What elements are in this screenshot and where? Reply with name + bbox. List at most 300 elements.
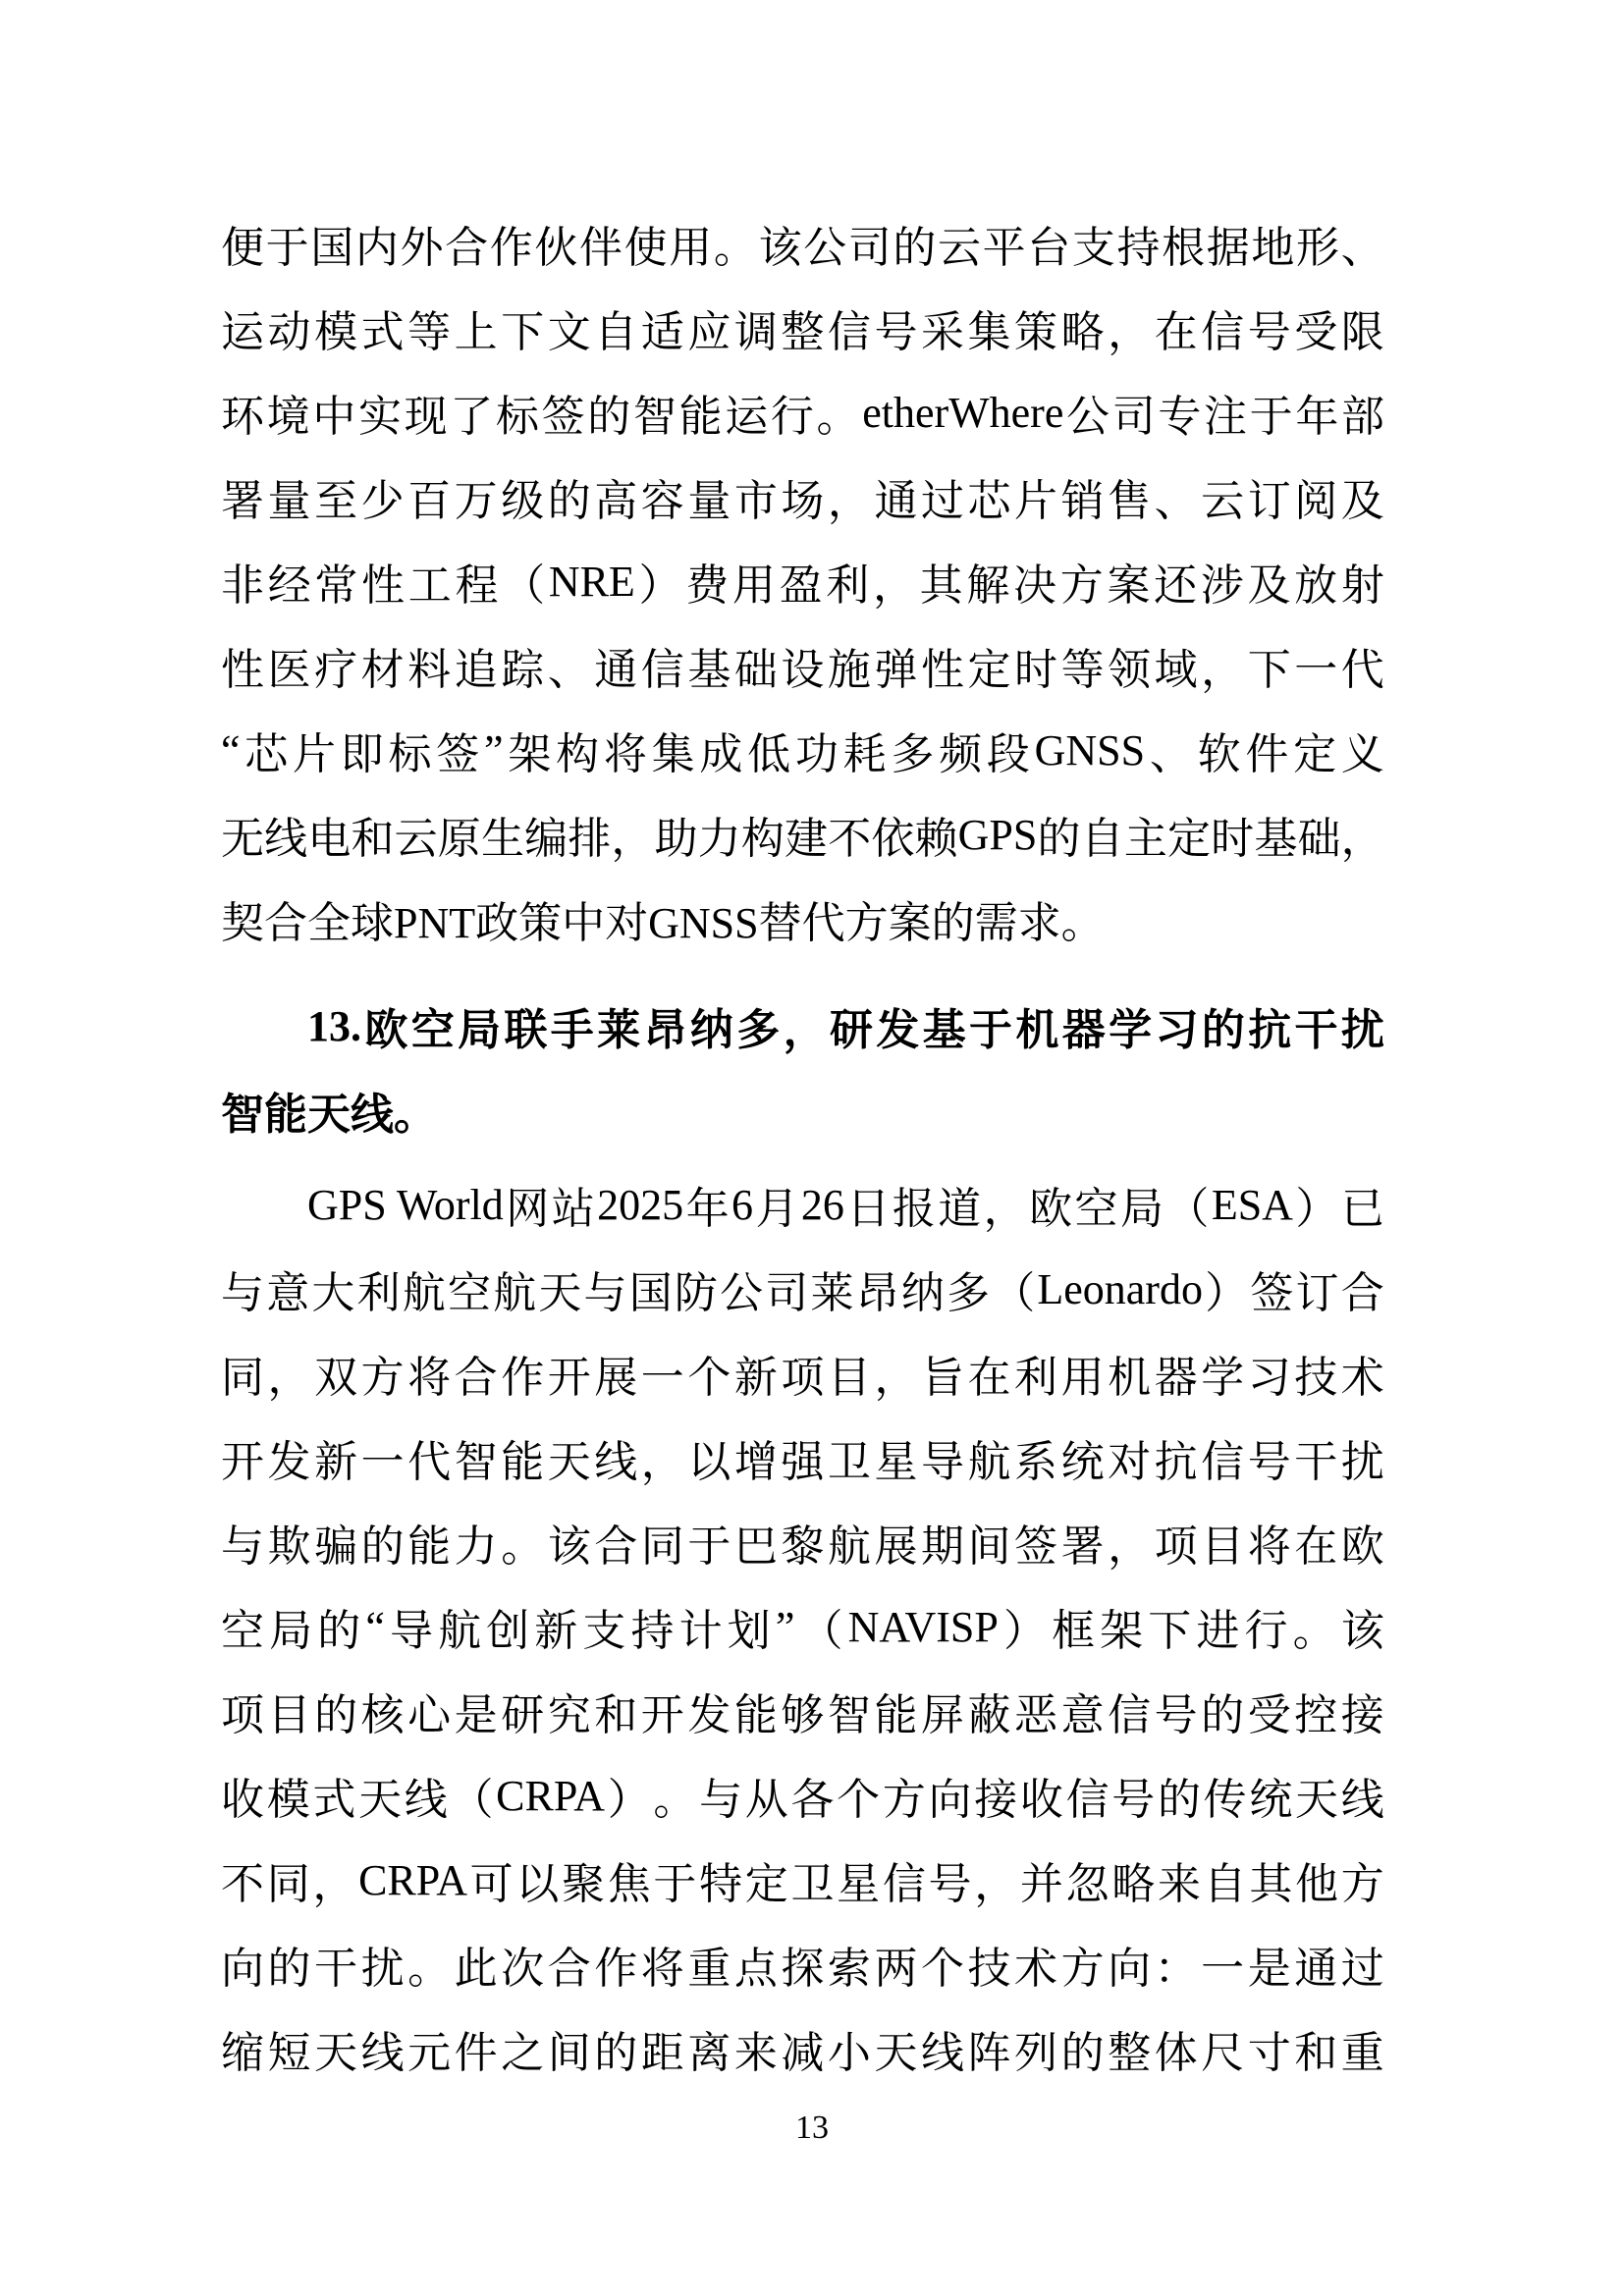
text-token: 将 [603, 730, 647, 778]
text-token: 抗 [1154, 1438, 1198, 1486]
text-token: 通 [874, 477, 918, 525]
text-token: 能 [733, 1691, 778, 1739]
text-token: 天 [874, 2029, 918, 2077]
text-token: 与 [221, 1522, 264, 1571]
text-token: 新 [314, 1438, 358, 1486]
text-token: 站 [551, 1185, 595, 1233]
text-token: 接 [1340, 1691, 1384, 1739]
text-token: 信 [1201, 1438, 1245, 1486]
text-line [221, 2006, 1384, 2091]
text-token: ， [1201, 646, 1245, 694]
text-token: 即 [340, 730, 384, 778]
text-line: 智能天线。 [221, 1091, 437, 1139]
text-token: 开 [640, 1691, 684, 1739]
text-token: 材 [360, 646, 405, 694]
text-token: 航 [493, 1269, 537, 1317]
text-token: 同 [640, 1522, 684, 1571]
text-token: 进 [1196, 1607, 1240, 1655]
text-token: 少 [360, 477, 405, 525]
text-token: 案 [1107, 561, 1151, 610]
text-token: “ [365, 1602, 385, 1651]
text-token: 信 [1201, 308, 1245, 356]
text-token: 扰 [1340, 1006, 1384, 1054]
text-token: 软 [1197, 730, 1241, 778]
text-token: 应 [687, 308, 731, 356]
text-token: 国 [310, 224, 354, 272]
text-token: 两 [874, 1945, 918, 1993]
text-token: 方 [1340, 1860, 1384, 1908]
text-token: 代 [1340, 646, 1384, 694]
text-line [221, 984, 1384, 1068]
text-line [221, 1247, 1384, 1331]
text-token: 一 [640, 1354, 684, 1402]
text-token: 根 [1162, 224, 1206, 272]
text-token: 干 [1294, 1006, 1338, 1054]
text-token: 减 [781, 2029, 825, 2077]
text-token: （ [450, 1776, 494, 1824]
text-token: 。 [713, 224, 757, 272]
text-line [221, 454, 1384, 539]
text-token: 决 [1013, 561, 1056, 610]
text-token: 缩 [221, 2029, 264, 2077]
text-token: 发 [687, 1691, 731, 1739]
text-token: 基 [922, 1006, 966, 1054]
text-token: 经 [267, 561, 311, 610]
text-line [221, 1162, 1384, 1247]
text-token: 助 [654, 815, 698, 863]
text-token: 目 [827, 1354, 871, 1402]
text-token: 签 [1250, 1269, 1294, 1317]
text-token: 旨 [920, 1354, 964, 1402]
text-token: 卫 [827, 1438, 871, 1486]
text-token: ） [607, 1776, 651, 1824]
text-token: 次 [501, 1945, 545, 1993]
text-token: 容 [640, 477, 684, 525]
text-token: 信 [827, 308, 871, 356]
text-token: 此 [454, 1945, 498, 1993]
text-token: 式 [312, 1776, 356, 1824]
text-token: 注 [1204, 393, 1247, 441]
text-token: 莱 [597, 1006, 641, 1054]
text-token: CRPA [496, 1771, 606, 1820]
text-token: ） [1205, 1269, 1249, 1317]
text-token: 力 [697, 815, 741, 863]
text-token: 性 [920, 646, 964, 694]
text-token: 、 [547, 646, 591, 694]
text-token: ， [267, 1354, 311, 1402]
text-token: 和 [1294, 2029, 1338, 2077]
text-token: 并 [1019, 1860, 1063, 1908]
text-token: 统 [1249, 1776, 1293, 1824]
text-token: 骗 [314, 1522, 358, 1571]
text-token: 时 [1211, 815, 1255, 863]
text-token: 划 [727, 1607, 771, 1655]
text-token: 昂 [855, 1269, 899, 1317]
text-token: 核 [360, 1691, 405, 1739]
text-token: 常 [314, 561, 358, 610]
text-token: 销 [1060, 477, 1105, 525]
text-token: 不 [221, 1860, 264, 1908]
text-token: 性 [221, 646, 264, 694]
text-token: ， [783, 1006, 827, 1054]
text-token: 支 [1071, 224, 1115, 272]
text-line [221, 1669, 1384, 1753]
text-token: 的 [1060, 2029, 1105, 2077]
text-token: 依 [871, 815, 915, 863]
text-token: 同 [266, 1860, 310, 1908]
text-token: 低 [747, 730, 791, 778]
text-token: （ [992, 1269, 1036, 1317]
text-token: 性 [361, 561, 406, 610]
text-line [221, 623, 1384, 708]
text-token: 方 [1059, 561, 1104, 610]
text-token: 各 [790, 1776, 835, 1824]
text-token: ） [638, 561, 682, 610]
text-token: 署 [221, 477, 264, 525]
text-token: 文 [547, 308, 591, 356]
text-line [221, 1838, 1384, 1922]
text-token: 。 [407, 1945, 452, 1993]
text-token: 短 [267, 2029, 311, 2077]
text-token: 干 [1294, 1438, 1338, 1486]
text-token: 与 [221, 1269, 264, 1317]
text-token: 号 [1154, 1691, 1198, 1739]
text-token: ， [983, 1185, 1027, 1233]
text-token: 司 [765, 1269, 809, 1317]
text-token: 探 [781, 1945, 825, 1993]
text-token: 作 [501, 1354, 545, 1402]
text-token: 个 [920, 1945, 964, 1993]
text-token: 习 [1155, 1006, 1199, 1054]
text-token: 基 [1254, 815, 1298, 863]
text-token: 费 [685, 561, 730, 610]
text-token: 级 [501, 477, 545, 525]
text-token: 术 [1340, 1354, 1384, 1402]
text-token: 体 [1154, 2029, 1198, 2077]
text-token: 耗 [842, 730, 887, 778]
text-token: 量 [687, 477, 731, 525]
text-token: 签 [1014, 1522, 1058, 1571]
text-token: ， [874, 1354, 918, 1402]
text-token: 的 [893, 224, 937, 272]
text-token: 星 [874, 1438, 918, 1486]
text-token: 将 [407, 1354, 452, 1402]
text-token: 模 [314, 308, 358, 356]
text-token: 时 [1014, 646, 1058, 694]
text-token: 利 [1014, 1354, 1058, 1402]
text-token: CRPA [358, 1855, 467, 1904]
text-token: 局 [458, 1006, 502, 1054]
text-token: 传 [1203, 1776, 1247, 1824]
text-token: 在 [967, 1354, 1011, 1402]
text-token: 署 [1060, 1522, 1105, 1571]
body-paragraph [221, 201, 1384, 961]
text-token: 卫 [790, 1860, 835, 1908]
text-token: 段 [986, 730, 1030, 778]
text-token: 重 [687, 1945, 731, 1993]
text-token: 欧 [1340, 1522, 1384, 1571]
text-token: 支 [582, 1607, 626, 1655]
text-token: 平 [982, 224, 1026, 272]
text-token: 离 [687, 2029, 731, 2077]
text-token: ， [1108, 1522, 1152, 1571]
text-token: 号 [928, 1860, 972, 1908]
text-token: 模 [266, 1776, 310, 1824]
text-token: 电 [307, 815, 352, 863]
text-token: 发 [876, 1006, 920, 1054]
text-token: 于 [1249, 393, 1293, 441]
text-token: 过 [1340, 1945, 1384, 1993]
text-token: 签 [436, 730, 480, 778]
text-token: 下 [501, 308, 545, 356]
text-token: 机 [1015, 1006, 1059, 1054]
text-token: 下 [1247, 646, 1291, 694]
text-token: 局 [269, 1607, 313, 1655]
text-token: 纳 [900, 1269, 945, 1317]
text-token: 伴 [579, 224, 623, 272]
text-token: 航 [827, 1522, 871, 1571]
text-token: 于 [653, 1860, 697, 1908]
text-token: 芯 [244, 730, 289, 778]
text-token: 利 [356, 1269, 401, 1317]
text-token: 系 [1014, 1438, 1058, 1486]
text-token: 目 [267, 1691, 311, 1739]
text-token: 个 [687, 1354, 731, 1402]
text-token: 信 [1065, 1776, 1110, 1824]
text-token: 频 [939, 730, 983, 778]
text-token: 双 [314, 1354, 358, 1402]
text-token: 能 [874, 1691, 918, 1739]
text-token: 纳 [689, 1006, 733, 1054]
text-token: 向 [221, 1945, 264, 1993]
text-token: 强 [781, 1438, 825, 1486]
text-token: 号 [1247, 1438, 1291, 1486]
text-token: 够 [781, 1691, 825, 1739]
text-line [221, 539, 1384, 623]
text-token: ， [312, 1860, 356, 1908]
text-token: 元 [407, 2029, 452, 2077]
text-token: 目 [1201, 1522, 1245, 1571]
text-line [221, 1331, 1384, 1415]
text-token: 云 [394, 815, 438, 863]
text-token: 线 [264, 815, 308, 863]
text-token: 工 [407, 561, 452, 610]
text-token: 司 [1111, 393, 1156, 441]
text-token: 策 [1014, 308, 1058, 356]
text-token: 及 [1247, 561, 1291, 610]
text-token: 受 [1294, 308, 1338, 356]
text-token: 作 [594, 1945, 638, 1993]
text-token: 上 [454, 308, 498, 356]
text-token: 的 [267, 1945, 311, 1993]
text-token: 心 [407, 1691, 452, 1739]
text-line: 契合全球PNT政策中对GNSS替代方案的需求。 [221, 899, 1105, 947]
text-token: 多 [891, 730, 935, 778]
text-token: 调 [733, 308, 778, 356]
text-token: 了 [450, 393, 494, 441]
text-token: 踪 [501, 646, 545, 694]
text-token: 来 [1157, 1860, 1201, 1908]
text-token: 方 [1060, 1945, 1105, 1993]
text-token: （ [1165, 1185, 1210, 1233]
text-token: 行 [770, 393, 814, 441]
text-token: 2025 [597, 1180, 684, 1229]
text-token: ESA [1211, 1180, 1293, 1229]
text-token: 的 [1157, 1776, 1201, 1824]
text-token: 该 [1340, 1607, 1384, 1655]
text-token: 空 [221, 1607, 264, 1655]
text-token: 片 [293, 730, 337, 778]
text-token: ， [974, 1860, 1018, 1908]
text-token: 创 [486, 1607, 530, 1655]
text-line [221, 708, 1384, 792]
text-token: （ [502, 561, 546, 610]
text-token: 恶 [1014, 1691, 1058, 1739]
text-token: 成 [699, 730, 743, 778]
text-token: ” [484, 725, 504, 774]
text-token: 施 [827, 646, 871, 694]
text-token: 月 [755, 1185, 799, 1233]
text-token: 领 [1108, 646, 1152, 694]
text-token: 内 [354, 224, 399, 272]
text-token: 基 [687, 646, 731, 694]
text-token: ： [1154, 1945, 1198, 1993]
text-token: 距 [640, 2029, 684, 2077]
text-token: 等 [1060, 646, 1105, 694]
text-token: 来 [733, 2029, 778, 2077]
text-token: 专 [1158, 393, 1202, 441]
text-token: 号 [1111, 1776, 1156, 1824]
text-token: 将 [1247, 1522, 1291, 1571]
text-token: 防 [674, 1269, 718, 1317]
text-token: 原 [437, 815, 481, 863]
text-token: 订 [1295, 1269, 1339, 1317]
text-token: 境 [266, 393, 310, 441]
text-token: ， [1108, 308, 1152, 356]
text-token: 间 [967, 1522, 1011, 1571]
text-token: 其 [1249, 1860, 1293, 1908]
text-token: 的 [587, 393, 631, 441]
text-token: 合 [547, 1945, 591, 1993]
text-token: 至 [314, 477, 358, 525]
text-token: 统 [1060, 1438, 1105, 1486]
text-token: 建 [785, 815, 829, 863]
text-token: NAVISP [847, 1602, 999, 1651]
text-token: 部 [1340, 393, 1384, 441]
text-token: 作 [489, 224, 533, 272]
text-token: 。 [501, 1522, 545, 1571]
text-token: ） [1295, 1185, 1339, 1233]
body-paragraph [221, 1162, 1384, 2091]
text-token: 一 [360, 1438, 405, 1486]
text-token: 的 [1201, 1006, 1245, 1054]
text-token: 于 [687, 1522, 731, 1571]
text-token: 础 [733, 646, 778, 694]
text-token: 之 [501, 2029, 545, 2077]
text-token: 盈 [779, 561, 823, 610]
text-token: 是 [1247, 1945, 1291, 1993]
text-token: 线 [920, 2029, 964, 2077]
text-token: 订 [1247, 477, 1291, 525]
text-token: 略 [1111, 1860, 1156, 1908]
text-token: 运 [221, 308, 264, 356]
text-token: 空 [447, 1269, 491, 1317]
text-token: 于 [969, 1006, 1013, 1054]
text-token: 、 [1340, 224, 1384, 272]
text-token: 方 [360, 1354, 405, 1402]
text-token: 年 [685, 1185, 730, 1233]
text-token: 线 [594, 1438, 638, 1486]
text-token: 干 [314, 1945, 358, 1993]
text-token: 该 [547, 1522, 591, 1571]
text-token: 医 [267, 646, 311, 694]
text-line [221, 1753, 1384, 1838]
text-token: 和 [351, 815, 395, 863]
text-token: 阅 [1294, 477, 1338, 525]
text-token: 一 [1201, 1945, 1245, 1993]
text-token: 的 [317, 1607, 361, 1655]
text-token: 标 [388, 730, 432, 778]
text-token: 大 [311, 1269, 355, 1317]
text-token: ， [640, 1438, 684, 1486]
text-token: 同 [221, 1354, 264, 1402]
text-token: 式 [360, 308, 405, 356]
text-token: 、 [1149, 730, 1193, 778]
text-token: GPS [957, 810, 1038, 859]
text-token: 过 [920, 477, 964, 525]
text-token: 增 [733, 1438, 778, 1486]
text-token: 展 [594, 1354, 638, 1402]
text-token: 的 [360, 1522, 405, 1571]
text-line [221, 1584, 1384, 1669]
text-token: 6 [731, 1180, 753, 1229]
text-token: 天 [314, 2029, 358, 2077]
text-token: 定 [1167, 815, 1211, 863]
text-token: 整 [1108, 2029, 1152, 2077]
text-token: 环 [221, 393, 264, 441]
text-token: Leonardo [1037, 1264, 1203, 1313]
text-token: 形 [1296, 224, 1339, 272]
text-token: 报 [892, 1185, 936, 1233]
text-token: 用 [669, 224, 713, 272]
text-token: 的 [594, 2029, 638, 2077]
text-token: 号 [874, 308, 918, 356]
text-token: GPS World [307, 1180, 504, 1229]
text-token: 机 [1108, 1354, 1152, 1402]
text-token: 云 [938, 224, 981, 272]
text-token: 无 [221, 815, 264, 863]
text-token: 。 [816, 393, 860, 441]
text-token: 件 [1245, 730, 1289, 778]
text-token: 间 [547, 2029, 591, 2077]
text-token: 列 [1014, 2029, 1058, 2077]
text-token: 小 [827, 2029, 871, 2077]
text-token: 便 [221, 224, 264, 272]
text-token: 定 [967, 646, 1011, 694]
text-line [221, 1500, 1384, 1584]
text-token: 以 [515, 1860, 560, 1908]
text-token: 解 [966, 561, 1010, 610]
text-token: 巴 [733, 1522, 778, 1571]
text-token: 等 [407, 308, 452, 356]
text-line [221, 201, 1384, 286]
text-token: 已 [1340, 1185, 1384, 1233]
text-token: 万 [454, 477, 498, 525]
text-token: 方 [882, 1776, 926, 1824]
text-token: 日 [846, 1185, 891, 1233]
text-token: 的 [547, 477, 591, 525]
text-token: 究 [547, 1691, 591, 1739]
